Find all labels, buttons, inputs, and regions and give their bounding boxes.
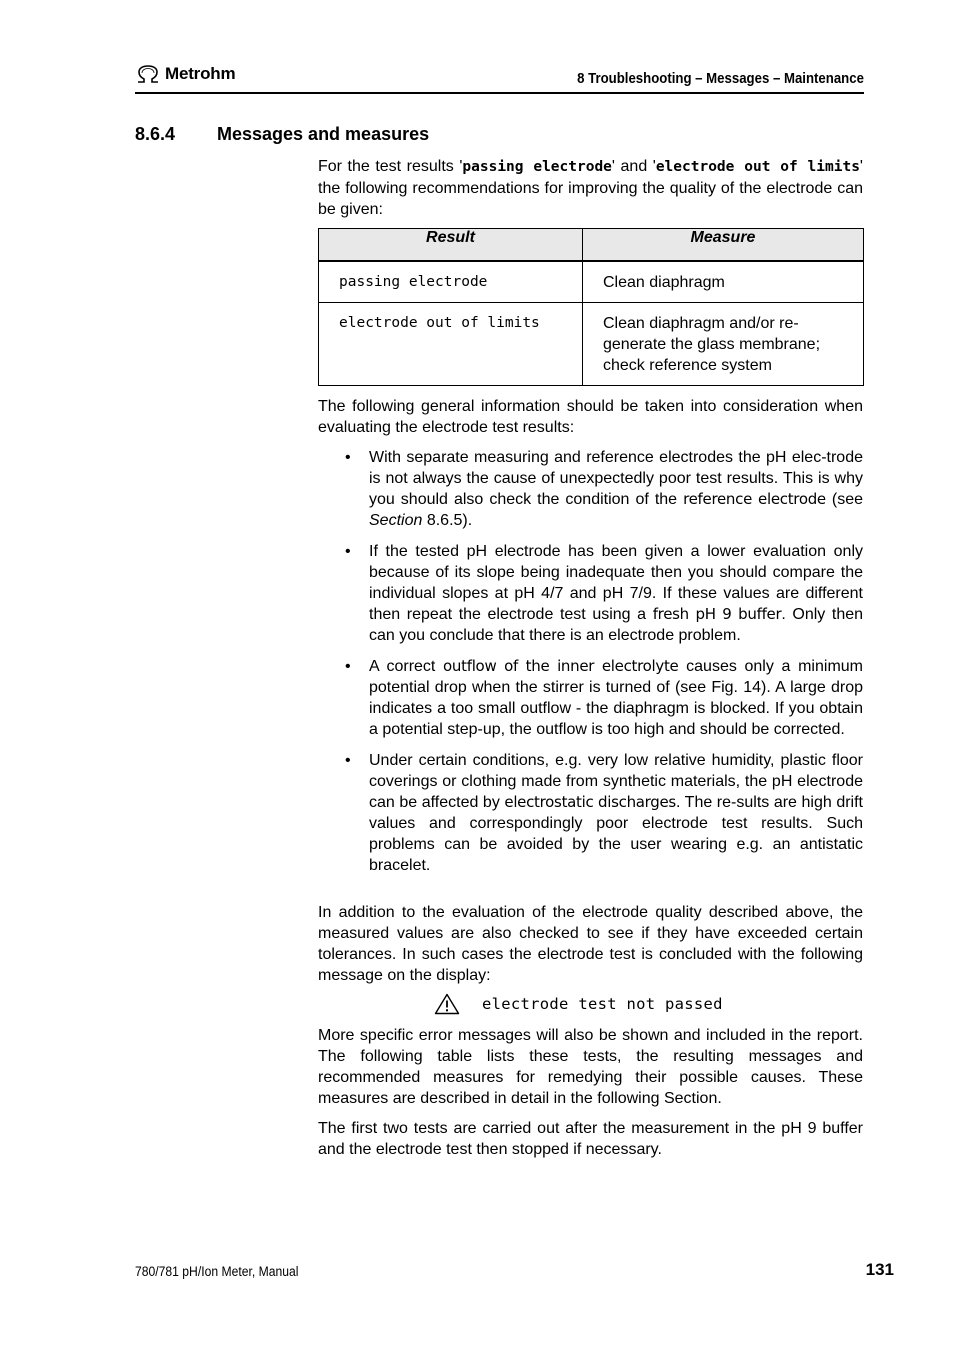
page-header [135, 62, 864, 94]
list-item [318, 447, 863, 531]
section-title: Messages and measures [217, 124, 430, 144]
bullet-keyword: fresh pH 9 buffer [652, 605, 782, 623]
first-two-paragraph [318, 1118, 863, 1160]
result-cell: electrode out of limits [319, 303, 583, 386]
bullet-text: . The re-sults are high drift values and correspondingly poor electrode test results. Such problems can be avoided by the user wearing e.g. an antistatic bracelet. [369, 794, 863, 874]
running-head: 8 Troubleshooting – Messages – Maintenance [577, 70, 864, 87]
intro-code-2: electrode out of limits [655, 159, 860, 175]
bullet-icon: • [345, 449, 351, 466]
intro-text-3: ' the following recommendations for improving the quality of the electrode can be given: [318, 158, 863, 218]
list-item [318, 656, 863, 740]
intro-text-2: ' and ' [611, 158, 656, 175]
bullet-icon: • [345, 543, 351, 560]
bullet-icon: • [345, 752, 351, 769]
metrohm-logo [135, 64, 235, 84]
intro-code-1: passing electrode [462, 159, 612, 175]
bullet-text: . Only then can you conclude that there is an electrode problem. [369, 606, 864, 644]
recommendation-list [318, 447, 863, 886]
general-info-text: The following general information should be taken into consideration when evaluating the electrode test results: [318, 398, 863, 436]
general-info-paragraph [318, 396, 863, 438]
measure-cell: Clean diaphragm [583, 261, 864, 303]
table-header-row [319, 229, 864, 262]
header-result: Result [319, 229, 583, 262]
addition-paragraph [318, 902, 863, 986]
display-message-line [434, 993, 723, 1015]
list-item [318, 750, 863, 876]
bullet-keyword: reference electrode [683, 490, 826, 508]
warning-triangle-icon [434, 993, 460, 1015]
result-cell: passing electrode [319, 261, 583, 303]
bullet-keyword: electrostatic discharges [504, 793, 676, 811]
intro-paragraph [318, 156, 863, 220]
page-number: 131 [865, 1260, 894, 1279]
header-measure: Measure [583, 229, 864, 262]
addition-text: In addition to the evaluation of the electrode quality described above, the measured values are also checked to see if they have exceeded certain tolerances. In such cases the electrode test is concluded with the following message on the display: [318, 904, 863, 984]
bullet-text: Under certain conditions, e.g. very low relative humidity, plastic floor coverings or clothing made from synthetic materials, the pH electrode can be affected by [369, 752, 863, 811]
section-heading [135, 124, 429, 145]
omega-logo-icon [135, 64, 161, 84]
bullet-text: causes only a minimum potential drop when the stirrer is turned of (see Fig. 14). A large drop indicates a too small outflow - the diaphragm is blocked. If you obtain a potential step-up, the outflow is too high and should be corrected. [369, 658, 863, 738]
table-row [319, 303, 864, 386]
first-two-text: The first two tests are carried out after the measurement in the pH 9 buffer and the electrode test then stopped if necessary. [318, 1120, 863, 1158]
bullet-keyword: outflow of the inner electrolyte [443, 657, 679, 675]
intro-text-1: For the test results ' [318, 158, 463, 175]
bullet-icon: • [345, 658, 351, 675]
list-item [318, 541, 863, 646]
logo-text: Metrohm [165, 64, 236, 83]
table-row [319, 261, 864, 303]
bullet-text: If the tested pH electrode has been given a lower evaluation only because of its slope being inadequate then you should compare the individual slopes at pH 4/7 and pH 7/9. If these values are different then repeat the electrode test using a [369, 543, 863, 623]
bullet-text: (see [825, 491, 863, 508]
bullet-text: A correct [369, 658, 444, 675]
bullet-italic: Section [369, 512, 423, 529]
bullet-text: 8.6.5). [422, 512, 473, 529]
footer-manual-title: 780/781 pH/Ion Meter, Manual [135, 1264, 299, 1279]
display-message: electrode test not passed [482, 995, 723, 1013]
measure-cell: Clean diaphragm and/or re-generate the glass membrane; check reference system [583, 303, 864, 386]
result-measure-table [318, 228, 864, 386]
section-number: 8.6.4 [135, 124, 176, 144]
bullet-text: With separate measuring and reference electrodes the pH elec-trode is not always the cause of unexpectedly poor test results. This is why you should also check the condition of the [369, 449, 863, 508]
more-specific-paragraph [318, 1025, 863, 1109]
more-specific-text: More specific error messages will also be shown and included in the report. The following table lists these tests, the resulting messages and recommended measures for remedying their possible causes. These measures are described in detail in the following Section. [318, 1027, 863, 1107]
